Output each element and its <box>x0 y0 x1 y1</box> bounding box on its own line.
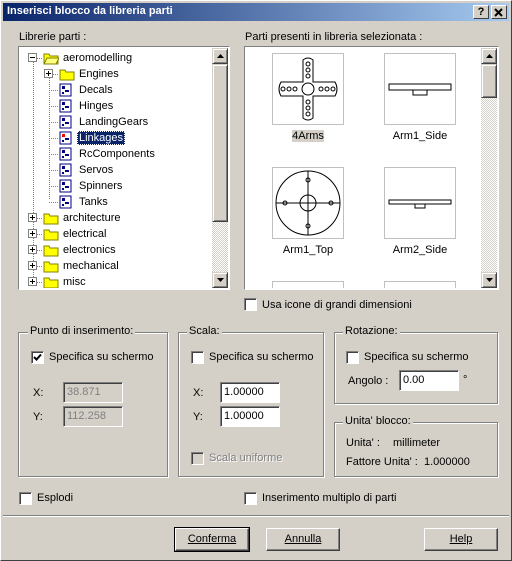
tree-item-label: RcComponents <box>79 148 155 160</box>
expand-icon[interactable] <box>28 213 37 222</box>
scale-onscreen-checkbox[interactable] <box>191 351 204 364</box>
multiple-insert-checkbox[interactable] <box>244 492 257 505</box>
folder-icon <box>43 227 59 241</box>
libraries-tree[interactable] <box>18 46 230 290</box>
tree-item-label: mechanical <box>63 260 119 272</box>
libraries-label: Librerie parti : <box>19 31 87 43</box>
help-button[interactable]: Help <box>424 528 498 551</box>
insertion-x-label: X: <box>33 387 44 399</box>
part-file-icon <box>59 83 73 97</box>
folder-icon <box>43 275 59 288</box>
insertion-x-field[interactable]: 38.871 <box>63 382 123 403</box>
expand-icon[interactable] <box>28 245 37 254</box>
unit-value: millimeter <box>393 437 441 449</box>
folder-icon <box>43 243 59 257</box>
arrow-down-icon <box>217 278 224 282</box>
scroll-up-button[interactable] <box>481 48 497 64</box>
collapse-icon[interactable] <box>28 53 37 62</box>
confirm-button[interactable]: Conferma <box>175 528 249 551</box>
scale-title: Scala: <box>189 325 220 337</box>
explode-checkbox[interactable] <box>19 492 32 505</box>
tree-item[interactable] <box>20 98 210 114</box>
tree-item[interactable] <box>20 82 210 98</box>
expand-icon[interactable] <box>28 261 37 270</box>
parts-list[interactable] <box>244 46 499 290</box>
tree-item[interactable] <box>20 274 210 288</box>
tree-item[interactable] <box>20 178 210 194</box>
tree-item[interactable] <box>20 258 210 274</box>
tree-item-label: aeromodelling <box>63 52 133 64</box>
cancel-button[interactable]: Annulla <box>266 528 340 551</box>
tree-item-label: Tanks <box>79 196 108 208</box>
tree-item[interactable] <box>20 146 210 162</box>
insertion-point-title: Punto di inserimento: <box>30 325 134 337</box>
scroll-thumb[interactable] <box>212 64 228 222</box>
scale-onscreen-label: Specifica su schermo <box>209 351 314 363</box>
folder-open-icon <box>43 51 59 65</box>
expand-icon[interactable] <box>44 69 53 78</box>
title-help-button[interactable]: ? <box>473 5 489 19</box>
expand-icon[interactable] <box>28 229 37 238</box>
unit-factor-value: 1.000000 <box>424 456 470 468</box>
rotation-onscreen-label: Specifica su schermo <box>364 351 469 363</box>
scroll-thumb[interactable] <box>481 64 497 98</box>
part-thumbnail <box>384 53 456 125</box>
degree-symbol: ° <box>463 374 468 386</box>
folder-icon <box>59 67 75 81</box>
part-label: Arm2_Side <box>392 244 448 256</box>
dialog-title: Inserisci blocco da libreria parti <box>7 5 173 17</box>
part-file-icon <box>59 115 73 129</box>
tree-item[interactable] <box>20 114 210 130</box>
tree-item[interactable] <box>20 130 210 146</box>
tree-item-label: Linkages <box>79 132 124 144</box>
parts-scrollbar[interactable] <box>481 48 497 288</box>
expand-icon[interactable] <box>28 277 37 286</box>
title-bar[interactable] <box>3 3 509 21</box>
scroll-down-button[interactable] <box>212 272 228 288</box>
tree-item[interactable] <box>20 194 210 210</box>
scroll-up-button[interactable] <box>212 48 228 64</box>
part-file-icon <box>59 195 73 209</box>
arrow-down-icon <box>486 278 493 282</box>
large-icons-checkbox[interactable] <box>244 298 257 311</box>
scale-x-label: X: <box>193 387 204 399</box>
folder-icon <box>43 275 59 288</box>
tree-item[interactable] <box>20 66 210 82</box>
tree-item-label: electrical <box>63 228 107 240</box>
close-icon <box>494 8 504 17</box>
arm2-side-preview-icon <box>385 168 455 238</box>
scale-uniform-label: Scala uniforme <box>209 452 283 464</box>
tree-item-label: electronics <box>63 244 116 256</box>
tree-item-label: Servos <box>79 164 114 176</box>
part-thumbnail <box>384 167 456 239</box>
arrow-up-icon <box>486 54 493 58</box>
scale-y-field[interactable]: 1.00000 <box>220 406 280 427</box>
arm1-side-preview-icon <box>385 54 455 124</box>
4arms-preview-icon <box>273 54 343 124</box>
block-unit-title: Unita' blocco: <box>345 415 411 427</box>
arrow-up-icon <box>217 54 224 58</box>
tree-item-label: Engines <box>79 68 119 80</box>
insertion-onscreen-label: Specifica su schermo <box>49 351 154 363</box>
part-thumbnail <box>272 167 344 239</box>
checkmark-icon <box>33 353 42 362</box>
part-file-icon <box>59 163 73 177</box>
tree-item-label: LandingGears <box>79 116 149 128</box>
title-close-button[interactable] <box>491 5 507 19</box>
angle-field[interactable]: 0.00 <box>399 370 459 391</box>
scroll-down-button[interactable] <box>481 272 497 288</box>
unit-label: Unita' : <box>346 437 380 449</box>
folder-icon <box>43 259 59 273</box>
folder-icon <box>43 211 59 225</box>
scale-x-field[interactable]: 1.00000 <box>220 382 280 403</box>
tree-item-label: misc <box>63 276 86 288</box>
part-label: Arm1_Top <box>282 244 334 256</box>
multiple-insert-label: Inserimento multiplo di parti <box>262 492 397 504</box>
part-file-icon <box>59 147 73 161</box>
tree-item[interactable] <box>20 242 210 258</box>
tree-item-label: architecture <box>63 212 121 224</box>
part-file-icon <box>59 131 73 145</box>
insertion-y-field[interactable]: 112.258 <box>63 406 123 427</box>
tree-item[interactable] <box>20 162 210 178</box>
rotation-title: Rotazione: <box>345 325 398 337</box>
rotation-onscreen-checkbox[interactable] <box>346 351 359 364</box>
tree-item[interactable] <box>20 210 210 226</box>
parts-label: Parti presenti in libreria selezionata : <box>245 31 423 43</box>
part-label: Arm1_Side <box>392 130 448 142</box>
tree-item[interactable] <box>20 226 210 242</box>
explode-label: Esplodi <box>37 492 74 504</box>
tree-item[interactable] <box>20 50 210 66</box>
libraries-scrollbar[interactable] <box>212 48 228 288</box>
angle-label: Angolo : <box>348 375 389 387</box>
unit-factor-label: Fattore Unita' : <box>346 456 418 468</box>
part-file-icon <box>59 179 73 193</box>
rotation-group <box>334 332 498 404</box>
part-label: 4Arms <box>292 130 324 142</box>
arm1-top-preview-icon <box>273 168 343 238</box>
part-file-icon <box>59 99 73 113</box>
insertion-onscreen-checkbox[interactable] <box>31 351 44 364</box>
tree-item-label: Spinners <box>79 180 123 192</box>
tree-item-label: Hinges <box>79 100 114 112</box>
scale-y-label: Y: <box>193 411 203 423</box>
part-thumbnail <box>272 53 344 125</box>
insertion-y-label: Y: <box>33 411 43 423</box>
tree-item-label: Decals <box>79 84 113 96</box>
scale-uniform-checkbox[interactable] <box>191 452 204 465</box>
block-unit-group <box>334 422 498 477</box>
large-icons-label: Usa icone di grandi dimensioni <box>262 299 412 311</box>
